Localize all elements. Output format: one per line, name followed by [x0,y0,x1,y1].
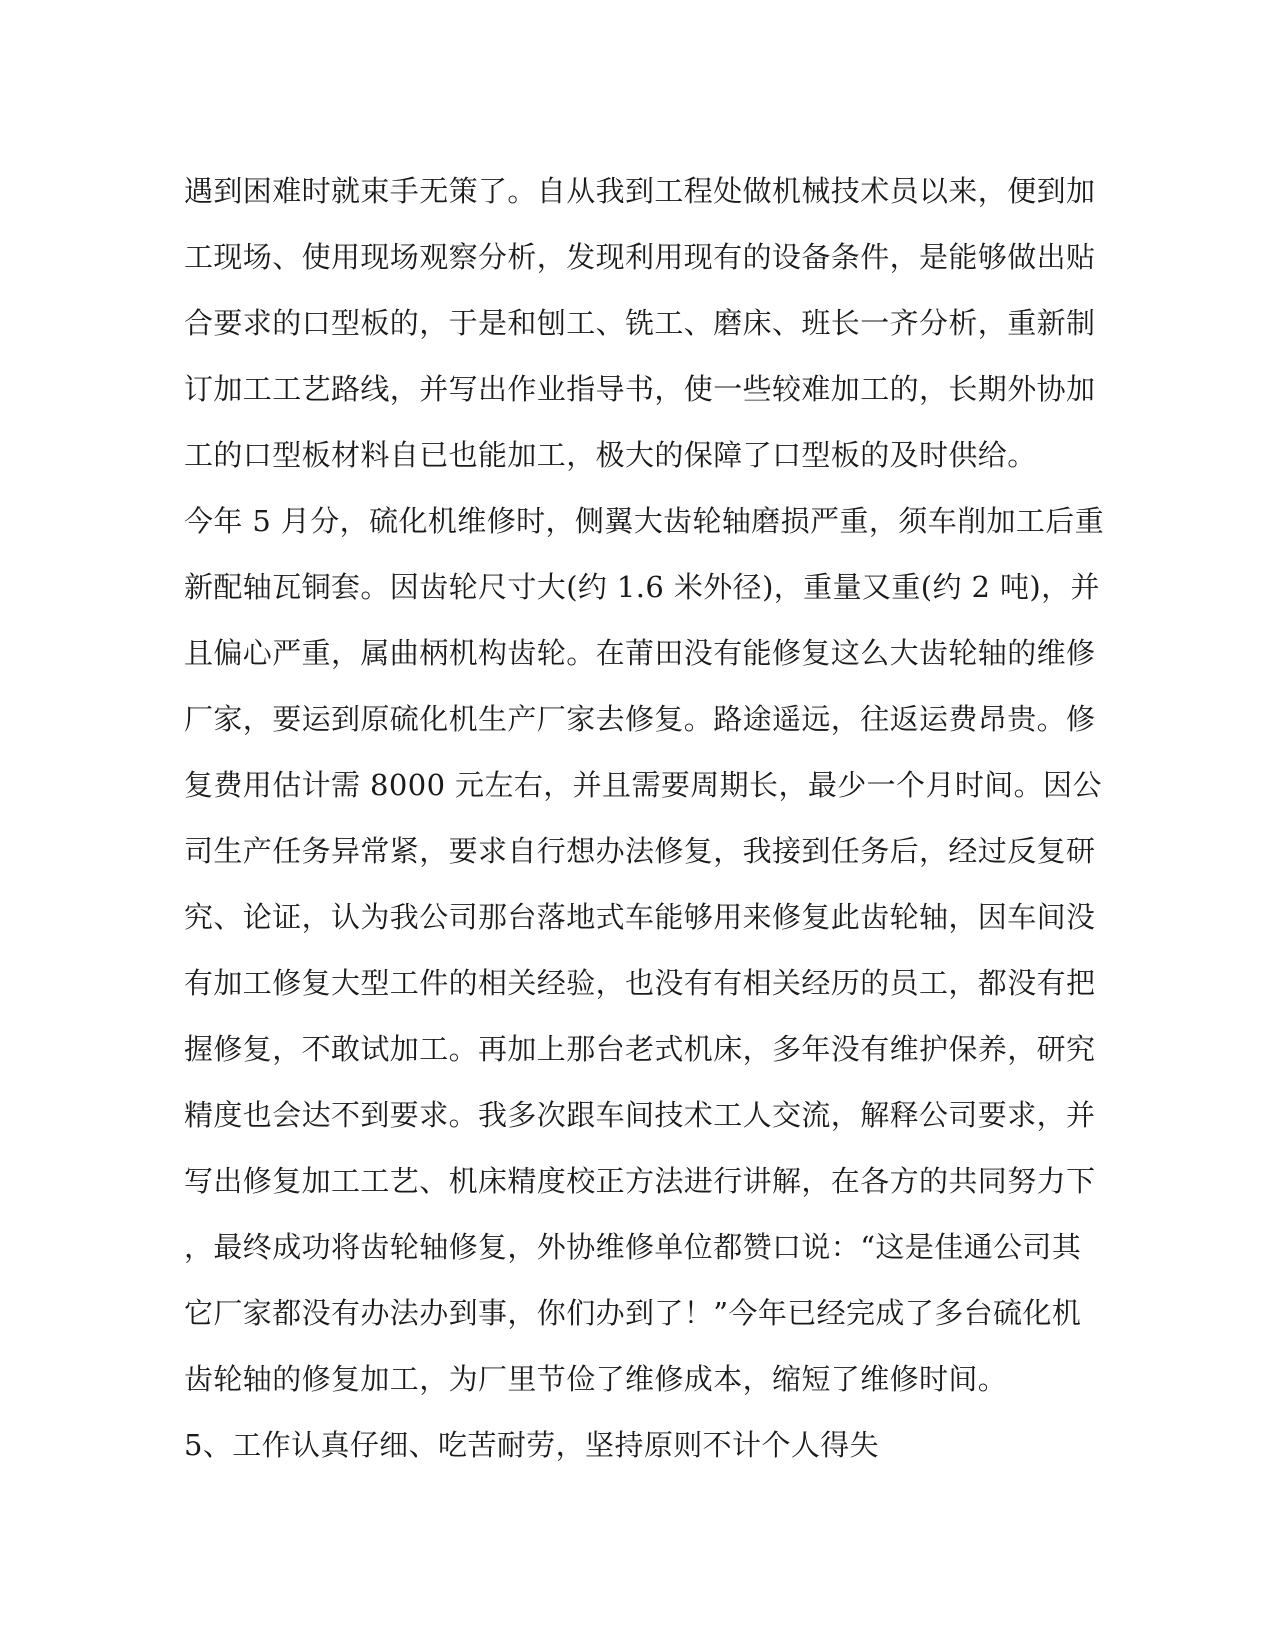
text-line: 厂家，要运到原硫化机生产厂家去修复。路途遥远，往返运费昂贵。修 [184,702,1096,736]
text-line: 订加工工艺路线，并写出作业指导书，使一些较难加工的，长期外协加 [184,372,1096,406]
text-line: 且偏心严重，属曲柄机构齿轮。在莆田没有能修复这么大齿轮轴的维修 [184,636,1096,670]
text-line: 新配轴瓦铜套。因齿轮尺寸大(约 1.6 米外径)，重量又重(约 2 吨)，并 [184,570,1100,604]
text-line: 合要求的口型板的，于是和刨工、铣工、磨床、班长一齐分析，重新制 [184,306,1096,340]
text-line: 握修复，不敢试加工。再加上那台老式机床，多年没有维护保养，研究 [184,1032,1096,1066]
text-line: 司生产任务异常紧，要求自行想办法修复，我接到任务后，经过反复研 [184,834,1096,868]
text-line: 精度也会达不到要求。我多次跟车间技术工人交流，解释公司要求，并 [184,1098,1096,1132]
section-heading: 5、工作认真仔细、吃苦耐劳，坚持原则不计个人得失 [184,1428,880,1462]
text-line: 今年 5 月分，硫化机维修时，侧翼大齿轮轴磨损严重，须车削加工后重 [184,504,1105,538]
text-line: ，最终成功将齿轮轴修复，外协维修单位都赞口说：“这是佳通公司其 [184,1230,1082,1264]
text-line: 齿轮轴的修复加工，为厂里节俭了维修成本，缩短了维修时间。 [184,1362,1008,1396]
text-line: 复费用估计需 8000 元左右，并且需要周期长，最少一个月时间。因公 [184,768,1102,802]
text-line: 究、论证，认为我公司那台落地式车能够用来修复此齿轮轴，因车间没 [184,900,1096,934]
text-line: 遇到困难时就束手无策了。自从我到工程处做机械技术员以来，便到加 [184,174,1096,208]
text-line: 工现场、使用现场观察分析，发现利用现有的设备条件，是能够做出贴 [184,240,1096,274]
document-body [184,158,1105,1478]
text-line: 写出修复加工工艺、机床精度校正方法进行讲解，在各方的共同努力下 [184,1164,1096,1198]
text-line: 它厂家都没有办法办到事，你们办到了！”今年已经完成了多台硫化机 [184,1296,1082,1330]
text-line: 工的口型板材料自已也能加工，极大的保障了口型板的及时供给。 [184,438,1037,472]
text-line: 有加工修复大型工件的相关经验，也没有有相关经历的员工，都没有把 [184,966,1096,1000]
